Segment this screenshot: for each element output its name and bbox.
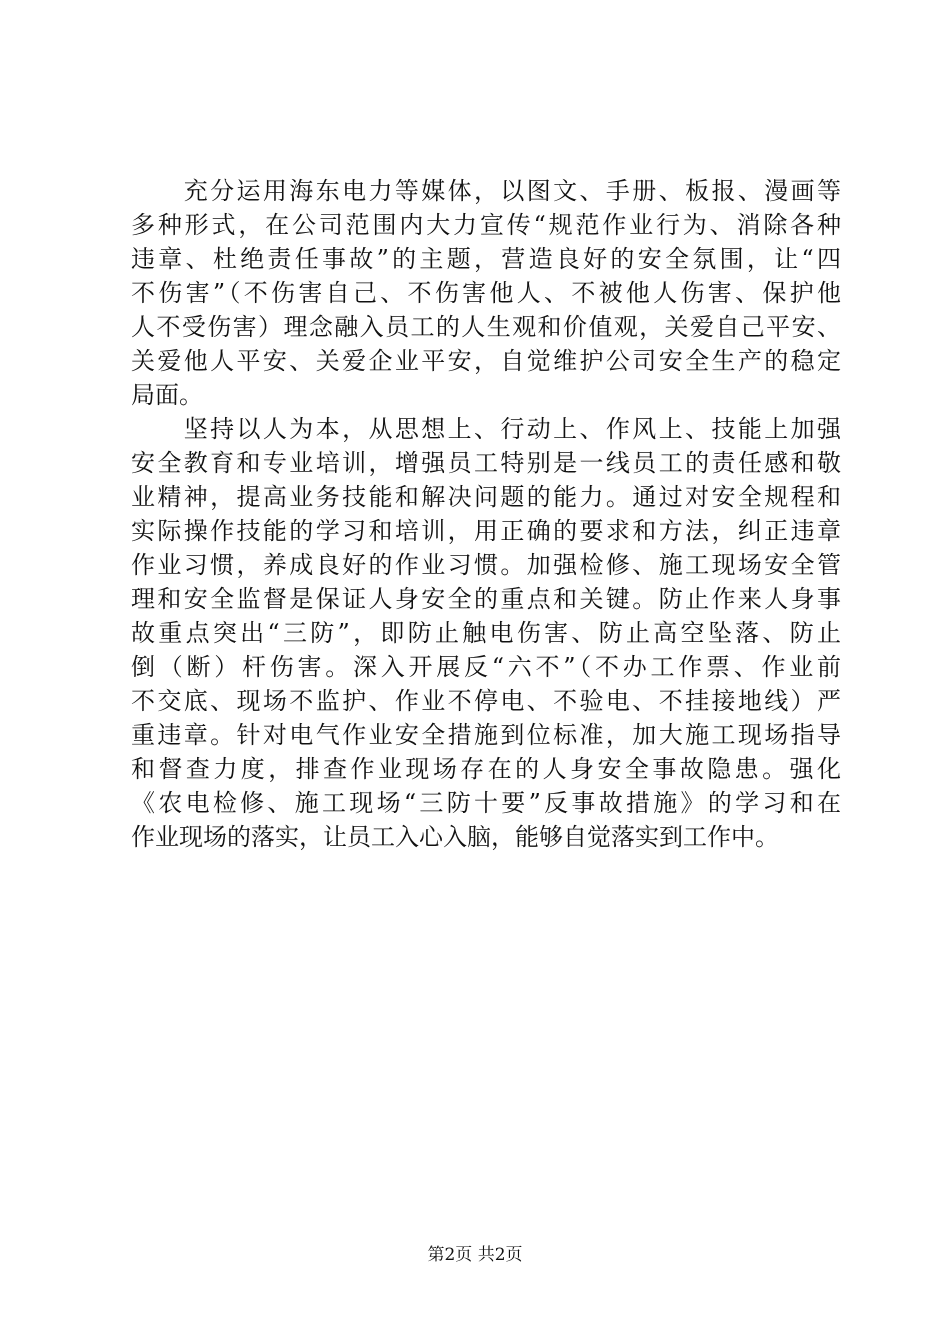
- text-line: 违章、杜绝责任事故”的主题，营造良好的安全氛围，让“四: [131, 245, 841, 273]
- text-line: 实际操作技能的学习和培训，用正确的要求和方法，纠正违章: [131, 517, 841, 545]
- text-line: 坚持以人为本，从思想上、行动上、作风上、技能上加强: [131, 415, 841, 443]
- text-line: 局面。: [131, 381, 203, 409]
- text-line: 不交底、现场不监护、作业不停电、不验电、不挂接地线）严: [131, 687, 841, 715]
- text-line: 故重点突出“三防”，即防止触电伤害、防止高空坠落、防止: [131, 619, 841, 647]
- text-line: 不伤害”（不伤害自己、不伤害他人、不被他人伤害、保护他: [131, 279, 841, 307]
- text-line: 安全教育和专业培训，增强员工特别是一线员工的责任感和敬: [131, 449, 841, 477]
- text-line: 多种形式，在公司范围内大力宣传“规范作业行为、消除各种: [131, 211, 841, 239]
- text-line: 作业习惯，养成良好的作业习惯。加强检修、施工现场安全管: [131, 551, 841, 579]
- text-line: 理和安全监督是保证人身安全的重点和关键。防止作来人身事: [131, 585, 841, 613]
- text-line: 《农电检修、施工现场“三防十要”反事故措施》的学习和在: [131, 789, 841, 817]
- text-line: 和督查力度，排查作业现场存在的人身安全事故隐患。强化: [131, 755, 841, 783]
- text-line: 关爱他人平安、关爱企业平安，自觉维护公司安全生产的稳定: [131, 347, 841, 375]
- text-line: 重违章。针对电气作业安全措施到位标准，加大施工现场指导: [131, 721, 841, 749]
- page-footer: 第2页 共2页: [427, 1245, 523, 1265]
- document-body: [131, 174, 841, 854]
- text-line: 人不受伤害）理念融入员工的人生观和价值观，关爱自己平安、: [131, 313, 841, 341]
- text-line: 充分运用海东电力等媒体，以图文、手册、板报、漫画等: [131, 177, 841, 205]
- text-line: 倒（断）杆伤害。深入开展反“六不”（不办工作票、作业前: [131, 653, 841, 681]
- text-line: 业精神，提高业务技能和解决问题的能力。通过对安全规程和: [131, 483, 841, 511]
- text-line: 作业现场的落实，让员工入心入脑，能够自觉落实到工作中。: [131, 823, 779, 851]
